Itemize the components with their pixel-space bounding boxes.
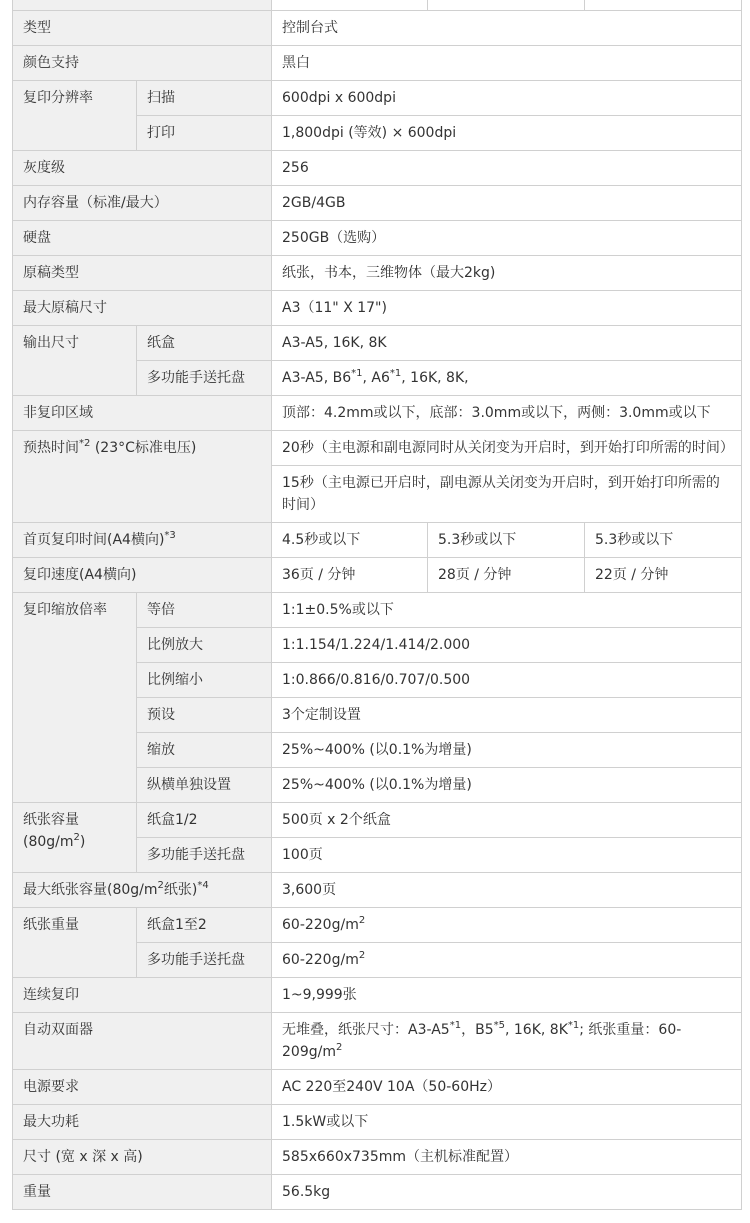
spec-value-consumption: 1.5kW或以下 (272, 1105, 742, 1140)
spec-value-duplex (272, 1013, 742, 1070)
spec-value-zoom: 1:1±0.5%或以下 (272, 593, 742, 628)
superscript: 2 (358, 915, 366, 926)
text-part: 无堆叠，纸张尺寸：A3-A5 (282, 1022, 450, 1038)
spec-value-dimensions: 585x660x735mm（主机标准配置） (272, 1140, 742, 1175)
table-row (13, 873, 742, 908)
table-row (13, 1175, 742, 1210)
spec-value-grayscale: 256 (272, 151, 742, 186)
spec-label-max-original: 最大原稿尺寸 (13, 291, 272, 326)
spec-label-max-capacity (13, 873, 272, 908)
text-part: 60-220g/m (282, 952, 359, 968)
table-row (13, 431, 742, 466)
table-row (13, 1140, 742, 1175)
spec-value-hdd: 250GB（选购） (272, 221, 742, 256)
table-row (13, 256, 742, 291)
table-row (13, 326, 742, 361)
spec-value-zoom: 1:1.154/1.224/1.414/2.000 (272, 628, 742, 663)
spec-label-paper-capacity (13, 803, 137, 873)
text-part: A3-A5, B6 (282, 370, 352, 386)
text-part: , 16K, 8K (504, 1022, 568, 1038)
superscript: 2 (73, 832, 80, 843)
spec-value-type: 控制台式 (272, 11, 742, 46)
spec-sublabel-tray: 纸盒1/2 (137, 803, 272, 838)
spec-label-memory: 内存容量（标准/最大） (13, 186, 272, 221)
table-row (13, 1070, 742, 1105)
table-row (13, 81, 742, 116)
spec-value-bypass-size (272, 361, 742, 396)
spec-sublabel-zoom: 预设 (137, 698, 272, 733)
spec-value-zoom: 1:0.866/0.816/0.707/0.500 (272, 663, 742, 698)
spec-sublabel-tray: 纸盒1至2 (137, 908, 272, 943)
spec-sublabel-bypass: 多功能手送托盘 (137, 361, 272, 396)
spec-sublabel-print: 打印 (137, 116, 272, 151)
text-part: (23°C标准电压) (90, 440, 197, 456)
footnote-mark: *1 (449, 1020, 462, 1031)
table-row (13, 978, 742, 1013)
spec-label-hdd: 硬盘 (13, 221, 272, 256)
footnote-mark: *1 (567, 1020, 580, 1031)
spec-sublabel-zoom: 比例放大 (137, 628, 272, 663)
spec-value-print: 1,800dpi (等效) × 600dpi (272, 116, 742, 151)
table-row (13, 396, 742, 431)
spec-value-copy-speed-2: 28页 / 分钟 (428, 558, 585, 593)
table-row (13, 291, 742, 326)
spec-label-non-copy: 非复印区域 (13, 396, 272, 431)
text-part: , 16K, 8K, (401, 370, 469, 386)
spec-sublabel-zoom: 等倍 (137, 593, 272, 628)
spec-value-weight: 56.5kg (272, 1175, 742, 1210)
text-part: , A6 (362, 370, 390, 386)
table-row (13, 1013, 742, 1070)
table-row (13, 593, 742, 628)
superscript: 2 (358, 950, 366, 961)
spec-value-zoom: 3个定制设置 (272, 698, 742, 733)
table-row (13, 1105, 742, 1140)
spec-value-memory: 2GB/4GB (272, 186, 742, 221)
table-row (13, 46, 742, 81)
spec-value-zoom: 25%~400% (以0.1%为增量) (272, 768, 742, 803)
footnote-mark: *5 (493, 1020, 505, 1031)
text-part: ，B5 (461, 1022, 494, 1038)
superscript: 2 (157, 880, 164, 891)
spec-sublabel-bypass: 多功能手送托盘 (137, 943, 272, 978)
top-partial-row (13, 0, 742, 11)
spec-table (12, 0, 742, 1210)
spec-label-resolution: 复印分辨率 (13, 81, 137, 151)
partial-cell (272, 0, 428, 11)
text-part: (80g/m (23, 834, 74, 850)
text-part: 首页复印时间(A4横向) (23, 532, 165, 548)
spec-label-paper-weight: 纸张重量 (13, 908, 137, 978)
table-row (13, 803, 742, 838)
spec-label-zoom: 复印缩放倍率 (13, 593, 137, 803)
spec-label-output-size: 输出尺寸 (13, 326, 137, 396)
spec-label-duplex: 自动双面器 (13, 1013, 272, 1070)
text-part: 预热时间 (23, 440, 79, 456)
spec-value-power: AC 220至240V 10A（50-60Hz） (272, 1070, 742, 1105)
spec-label-dimensions: 尺寸 (宽 x 深 x 高) (13, 1140, 272, 1175)
table-row (13, 558, 742, 593)
table-row (13, 186, 742, 221)
spec-value-warmup-1: 20秒（主电源和副电源同时从关闭变为开启时，到开始打印所需的时间） (272, 431, 742, 466)
spec-label-original-type: 原稿类型 (13, 256, 272, 291)
spec-value-bypass-capacity: 100页 (272, 838, 742, 873)
spec-sublabel-zoom: 比例缩小 (137, 663, 272, 698)
spec-value-copy-speed-3: 22页 / 分钟 (585, 558, 742, 593)
spec-value-continuous: 1~9,999张 (272, 978, 742, 1013)
spec-label-consumption: 最大功耗 (13, 1105, 272, 1140)
spec-sublabel-zoom: 纵横单独设置 (137, 768, 272, 803)
spec-label-weight: 重量 (13, 1175, 272, 1210)
text-part: 纸张) (163, 882, 198, 898)
table-row (13, 221, 742, 256)
footnote-mark: *1 (389, 368, 402, 379)
spec-sublabel-zoom: 缩放 (137, 733, 272, 768)
text-part: 60-220g/m (282, 917, 359, 933)
spec-sublabel-scan: 扫描 (137, 81, 272, 116)
spec-value-copy-speed-1: 36页 / 分钟 (272, 558, 428, 593)
spec-value-tray-capacity: 500页 x 2个纸盒 (272, 803, 742, 838)
spec-value-non-copy: 顶部：4.2mm或以下，底部：3.0mm或以下，两侧：3.0mm或以下 (272, 396, 742, 431)
footnote-mark: *2 (79, 438, 91, 449)
spec-value-first-copy-3: 5.3秒或以下 (585, 523, 742, 558)
spec-value-original-type: 纸张，书本，三维物体（最大2kg) (272, 256, 742, 291)
footnote-mark: *1 (351, 368, 363, 379)
spec-value-warmup-2: 15秒（主电源已开启时，副电源从关闭变为开启时，到开始打印所需的时间） (272, 466, 742, 523)
partial-cell (585, 0, 742, 11)
text-part: ) (79, 834, 86, 850)
superscript: 2 (335, 1042, 343, 1053)
spec-label-continuous: 连续复印 (13, 978, 272, 1013)
spec-value-first-copy-2: 5.3秒或以下 (428, 523, 585, 558)
spec-label-first-copy (13, 523, 272, 558)
footnote-mark: *3 (164, 530, 176, 541)
footnote-mark: *4 (197, 880, 209, 891)
text-part: 最大纸张容量(80g/m (23, 882, 158, 898)
table-row (13, 523, 742, 558)
partial-label-cell (13, 0, 272, 11)
spec-value-max-original: A3（11" X 17") (272, 291, 742, 326)
spec-sublabel-bypass: 多功能手送托盘 (137, 838, 272, 873)
spec-label-grayscale: 灰度级 (13, 151, 272, 186)
spec-value-tray-weight (272, 908, 742, 943)
spec-value-first-copy-1: 4.5秒或以下 (272, 523, 428, 558)
spec-label-color: 颜色支持 (13, 46, 272, 81)
spec-value-bypass-weight (272, 943, 742, 978)
spec-label-power: 电源要求 (13, 1070, 272, 1105)
spec-value-scan: 600dpi x 600dpi (272, 81, 742, 116)
spec-value-color: 黑白 (272, 46, 742, 81)
spec-label-type: 类型 (13, 11, 272, 46)
text-part: 纸张容量 (23, 812, 79, 828)
spec-value-tray-size: A3-A5, 16K, 8K (272, 326, 742, 361)
spec-label-warmup (13, 431, 272, 523)
text-part: ; 纸张重量：60-209g/m (282, 1022, 682, 1060)
spec-value-max-capacity: 3,600页 (272, 873, 742, 908)
spec-label-copy-speed: 复印速度(A4横向) (13, 558, 272, 593)
spec-sublabel-tray: 纸盒 (137, 326, 272, 361)
table-row (13, 908, 742, 943)
table-row (13, 151, 742, 186)
partial-cell (428, 0, 585, 11)
spec-value-zoom: 25%~400% (以0.1%为增量) (272, 733, 742, 768)
table-row (13, 11, 742, 46)
